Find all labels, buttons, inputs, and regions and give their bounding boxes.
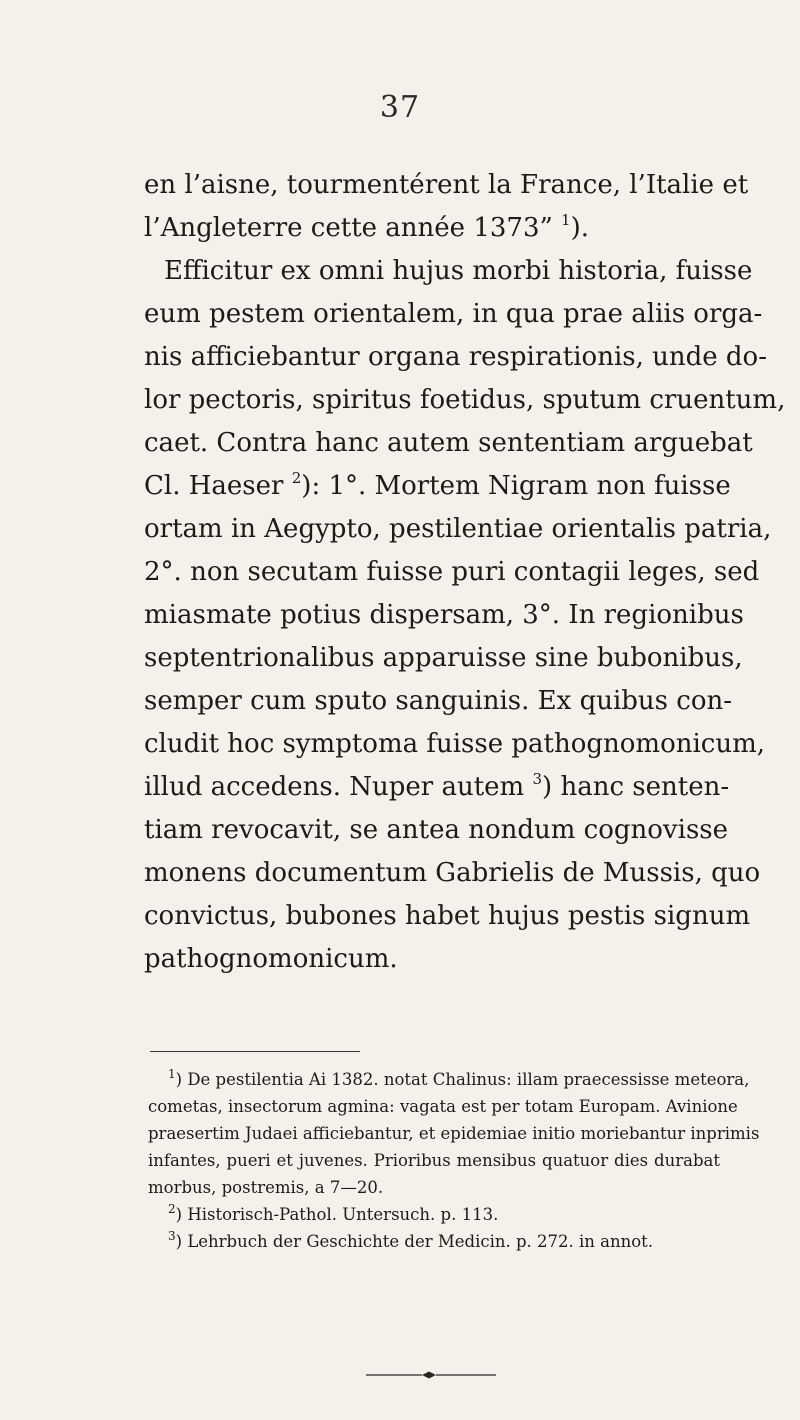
text-line-part: l’Angleterre cette année 1373” xyxy=(144,213,562,243)
footnote-line: infantes, pueri et juvenes. Prioribus mensibus quatuor dies durabat xyxy=(148,1151,720,1170)
text-line: en l’aisne, tourmentérent la France, l’Italie et xyxy=(144,170,749,200)
footnote-line xyxy=(148,1201,720,1228)
footnote-text: ) Lehrbuch der Geschichte der Medicin. p. 272. in annot. xyxy=(175,1232,654,1251)
text-line xyxy=(144,465,731,508)
footnote-ref: 1 xyxy=(561,211,571,229)
text-line: cludit hoc symptoma fuisse pathognomonicum, xyxy=(144,729,766,759)
text-line: caet. Contra hanc autem sententiam arguebat xyxy=(144,428,753,458)
footnote-marker: 3 xyxy=(168,1229,176,1243)
footnote-ref: 2 xyxy=(291,469,302,487)
footnote-line xyxy=(148,1228,720,1255)
footnote-line: praesertim Judaei afficiebantur, et epidemiae initio moriebantur inprimis xyxy=(148,1124,760,1143)
end-ornament xyxy=(366,1369,496,1381)
footnote-ref-close: ). xyxy=(570,213,590,243)
footnote-ref-close: ) xyxy=(542,772,553,802)
footnote-line: morbus, postremis, a 7—20. xyxy=(148,1178,384,1197)
text-line: nis afficiebantur organa respirationis, unde do- xyxy=(144,342,767,372)
text-line: ortam in Aegypto, pestilentiae orientalis patria, xyxy=(144,514,772,544)
text-line: pathognomonicum. xyxy=(144,944,398,974)
footnote-text: ) De pestilentia Ai 1382. notat Chalinus: illam praecessisse meteora, xyxy=(175,1070,750,1089)
footnote-marker: 2 xyxy=(168,1202,176,1216)
footnote-ref: 3 xyxy=(532,770,543,788)
text-line-part: Cl. Haeser xyxy=(144,471,292,501)
text-line-part: illud accedens. Nuper autem xyxy=(144,772,533,802)
text-line: semper cum sputo sanguinis. Ex quibus con- xyxy=(144,686,733,716)
text-line: eum pestem orientalem, in qua prae aliis orga- xyxy=(144,299,763,329)
text-line xyxy=(144,207,719,250)
footnotes xyxy=(148,1066,760,1255)
footnote-text: ) Historisch-Pathol. Untersuch. p. 113. xyxy=(175,1205,499,1224)
text-line: convictus, bubones habet hujus pestis signum xyxy=(144,901,751,931)
footnote-separator xyxy=(150,1051,360,1052)
text-line: miasmate potius dispersam, 3°. In regionibus xyxy=(144,600,744,630)
body-paragraphs xyxy=(144,164,786,981)
text-line-part: hanc senten- xyxy=(552,772,730,802)
text-line-part: : 1°. Mortem Nigram non fuisse xyxy=(311,471,731,501)
text-line: Efficitur ex omni hujus morbi historia, fuisse xyxy=(164,256,753,286)
text-line: 2°. non secutam fuisse puri contagii leges, sed xyxy=(144,557,760,587)
text-line xyxy=(144,766,730,809)
footnote-ref-close: ) xyxy=(301,471,312,501)
text-line: lor pectoris, spiritus foetidus, sputum cruentum, xyxy=(144,385,786,415)
footnote-line xyxy=(148,1066,750,1093)
text-line: monens documentum Gabrielis de Mussis, quo xyxy=(144,858,761,888)
footnote-line: cometas, insectorum agmina: vagata est per totam Europam. Avinione xyxy=(148,1097,738,1116)
text-line: tiam revocavit, se antea nondum cognovisse xyxy=(144,815,729,845)
footnote-marker: 1 xyxy=(168,1067,176,1081)
page-number: 37 xyxy=(379,90,421,125)
text-line: septentrionalibus apparuisse sine bubonibus, xyxy=(144,643,743,673)
